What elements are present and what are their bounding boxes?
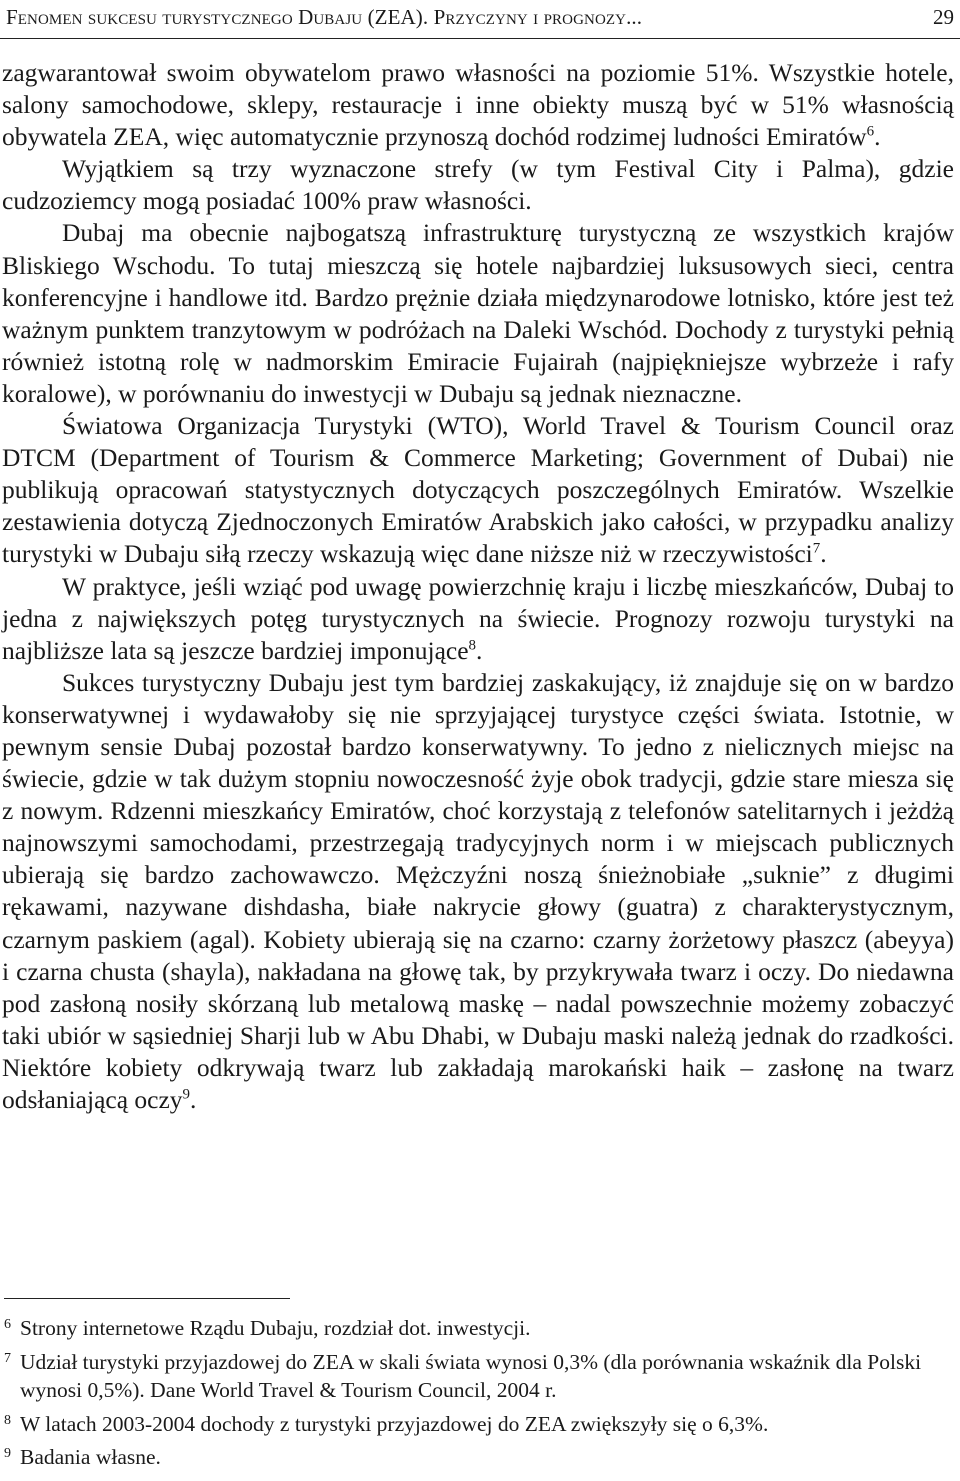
paragraph-text: Dubaj ma obecnie najbogatszą infrastrukturę turystyczną ze wszystkich krajów Bliskiego Wschodu. To tutaj mieszczą się hotele najbardziej luksusowych sieci, centra konferencyjne i handlowe itd. Bardzo prężnie działa międzynarodowe lotnisko, które jest też ważnym punktem tranzytowym w podróżach na Daleki Wschód. Dochody z turystyki pełnią również istotną rolę w nadmorskim Emiracie Fujairah (najpiękniejsze wybrzeże i rafy koralowe), w porównaniu do inwestycji w Dubaju są jednak nieznaczne. — [2, 218, 954, 408]
body-text — [2, 57, 954, 1116]
header-rule — [0, 38, 960, 39]
paragraph-tail: . — [190, 1085, 197, 1114]
paragraph — [2, 57, 954, 153]
running-header — [6, 2, 954, 32]
paragraph — [2, 217, 954, 410]
footnote — [4, 1410, 954, 1439]
footnote — [4, 1314, 954, 1343]
footnote-text: W latach 2003-2004 dochody z turystyki przyjazdowej do ZEA zwiększyły się o 6,3%. — [20, 1411, 769, 1436]
running-header-title: Fenomen sukcesu turystycznego Dubaju (ZEA). Przyczyny i prognozy... — [6, 5, 643, 29]
paragraph-text: Światowa Organizacja Turystyki (WTO), World Travel & Tourism Council oraz DTCM (Department of Tourism & Commerce Marketing; Government of Dubai) nie publikują opracowań statystycznych dotyczących poszczególnych Emiratów. Wszelkie zestawienia dotyczą Zjednoczonych Emiratów Arabskich jako całości, w przypadku analizy turystyki w Dubaju siłą rzeczy wskazują więc dane niższe niż w rzeczywistości — [2, 411, 954, 569]
paragraph-tail: . — [476, 635, 483, 665]
footnote-text: Badania własne. — [20, 1445, 161, 1469]
footnotes — [4, 1314, 954, 1477]
paragraph-tail: . — [820, 539, 827, 569]
footnote-number: 6 — [4, 1317, 11, 1332]
footnote-separator — [4, 1298, 290, 1299]
paragraph-text: zagwarantował swoim obywatelom prawo własności na poziomie 51%. Wszystkie hotele, salony samochodowe, sklepy, restauracje i inne obiekty muszą być w 51% własnością obywatela ZEA, więc automatycznie przynoszą dochód rodzimej ludności Emiratów — [2, 58, 954, 152]
footnote-number: 7 — [4, 1350, 11, 1366]
page-number: 29 — [933, 5, 954, 29]
footnote — [4, 1348, 954, 1405]
footnote-ref[interactable]: 8 — [468, 637, 477, 654]
paragraph-text: Wyjątkiem są trzy wyznaczone strefy (w tym Festival City i Palma), gdzie cudzoziemcy mogą posiadać 100% praw własności. — [2, 154, 954, 216]
footnote-ref[interactable]: 9 — [182, 1086, 191, 1103]
paragraph-tail: . — [874, 122, 881, 152]
paragraph — [2, 571, 954, 667]
paragraph — [2, 410, 954, 570]
paragraph — [2, 153, 954, 217]
footnote-ref[interactable]: 7 — [812, 540, 821, 557]
footnote-number: 9 — [4, 1446, 11, 1461]
footnote-text: Udział turystyki przyjazdowej do ZEA w skali świata wynosi 0,3% (dla porównania wskaźnik dla Polski wynosi 0,5%). Dane World Travel & Tourism Council, 2004 r. — [20, 1349, 922, 1402]
footnote-number: 8 — [4, 1412, 11, 1428]
paragraph — [2, 667, 954, 1116]
paragraph-text: Sukces turystyczny Dubaju jest tym bardziej zaskakujący, iż znajduje się on w bardzo konserwatywnej i wydawałoby się nie sprzyjającej turystyce części świata. Istotnie, w pewnym sensie Dubaj pozostał bardzo konserwatywny. To jedno z nielicznych miejsc na świecie, gdzie w tak dużym stopniu nowoczesność żyje obok tradycji, gdzie stare miesza się z nowym. Rdzenni mieszkańcy Emiratów, choć korzystają z telefonów satelitarnych i jeżdżą najnowszymi samochodami, przestrzegają tradycyjnych norm i w miejscach publicznych ubierają się bardzo zachowawczo. Mężczyźni noszą śnieżnobiałe „suknie” z długimi rękawami, nazywane dishdasha, białe nakrycie głowy (guatra) z charakterystycznym, czarnym paskiem (agal). Kobiety ubierają się na czarno: czarny żorżetowy płaszcz (abeyya) i czarna chusta (shayla), nakładana na głowę tak, by przykrywała twarz i oczy. Do niedawna pod zasłoną nosiły skórzaną lub metalową maskę – nadal powszechnie możemy zobaczyć taki ubiór w sąsiedniej Sharji lub w Abu Dhabi, w Dubaju maski należą jednak do rzadkości. Niektóre kobiety odkrywają twarz lub zakładają marokański haik – zasłonę na twarz odsłaniającą oczy — [2, 667, 954, 1114]
paragraph-text: W praktyce, jeśli wziąć pod uwagę powierzchnię kraju i liczbę mieszkańców, Dubaj to jedna z największych potęg turystycznych na świecie. Prognozy rozwoju turystyki na najbliższe lata są jeszcze bardziej imponujące — [2, 571, 954, 665]
footnote-ref[interactable]: 6 — [866, 123, 875, 140]
footnote — [4, 1443, 954, 1472]
footnote-text: Strony internetowe Rządu Dubaju, rozdział dot. inwestycji. — [20, 1316, 531, 1340]
